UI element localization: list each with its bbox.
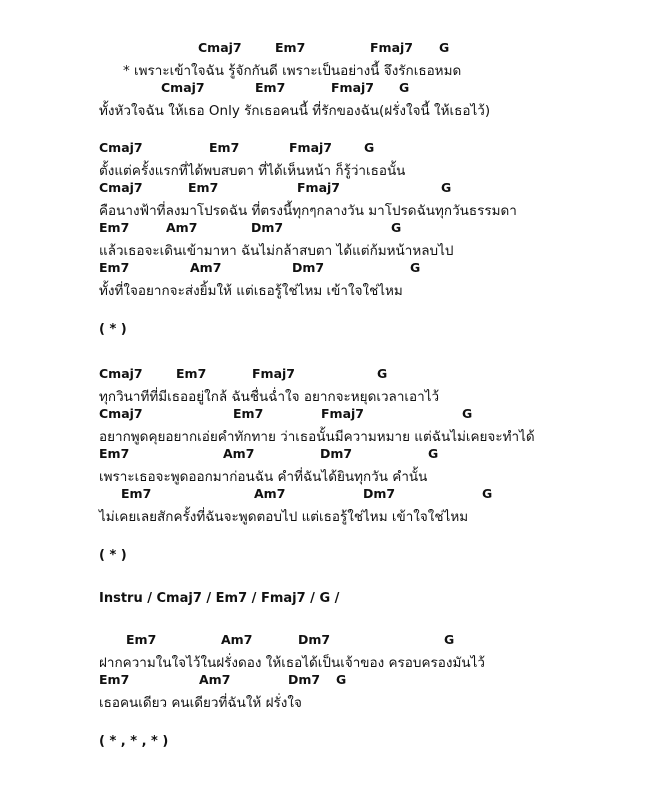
lyric-text: ฝากความในใจไว้ในฝรั่งดอง ให้เธอได้เป็นเจ้าของ ครอบครองมันไว้: [99, 655, 485, 671]
lyric-line: [0, 198, 670, 218]
lyric-line: [0, 650, 670, 670]
chord-label: G: [410, 260, 421, 275]
lyric-line: [0, 238, 670, 258]
lyric-line: [0, 384, 670, 404]
instrumental-line: [0, 589, 670, 609]
chord-label: Cmaj7: [99, 180, 143, 195]
lyric-line: [0, 158, 670, 178]
chord-label: Am7: [254, 486, 286, 501]
chord-label: Dm7: [251, 220, 284, 235]
lyric-line: [0, 690, 670, 710]
chord-line: [0, 404, 670, 424]
lyric-line: [0, 464, 670, 484]
chorus-chord-line-2: [0, 78, 670, 98]
chord-label: Am7: [223, 446, 255, 461]
chord-label: Cmaj7: [161, 80, 205, 95]
chord-label: Dm7: [298, 632, 331, 647]
chord-label: Em7: [99, 220, 130, 235]
lyric-text: อยากพูดคุยอยากเอ่ยคำทักทาย ว่าเธอนั้นมีความหมาย แต่ฉันไม่เคยจะทำได้: [99, 429, 535, 445]
repeat-marker-1: [0, 320, 670, 340]
chord-label: Em7: [99, 260, 130, 275]
chord-label: G: [391, 220, 402, 235]
chord-line: [0, 630, 670, 650]
chord-label: G: [462, 406, 473, 421]
lyric-text: * เพราะเข้าใจฉัน รู้จักกันดี เพราะเป็นอย่างนี้ จึงรักเธอหมด: [123, 63, 462, 79]
lyric-text: แล้วเธอจะเดินเข้ามาหา ฉันไม่กล้าสบตา ได้แต่ก้มหน้าหลบไป: [99, 243, 454, 259]
chord-label: G: [444, 632, 455, 647]
chord-label: Em7: [209, 140, 240, 155]
chord-label: Cmaj7: [99, 366, 143, 381]
repeat-marker-2: [0, 546, 670, 566]
chord-line: [0, 670, 670, 690]
chord-label: Cmaj7: [99, 406, 143, 421]
lyric-text: ไม่เคยเลยสักครั้งที่ฉันจะพูดตอบไป แต่เธอรู้ใช่ไหม เข้าใจใช่ไหม: [99, 509, 469, 525]
chord-label: Am7: [166, 220, 198, 235]
chord-label: Cmaj7: [99, 140, 143, 155]
chord-label: Em7: [188, 180, 219, 195]
repeat-marker-3: [0, 732, 670, 752]
chord-label: Dm7: [363, 486, 396, 501]
chord-line: [0, 444, 670, 464]
chord-line: [0, 364, 670, 384]
instrumental-chords: Instru / Cmaj7 / Em7 / Fmaj7 / G /: [99, 591, 340, 606]
chord-label: Am7: [199, 672, 231, 687]
chord-label: G: [439, 40, 450, 55]
repeat-chorus-label: ( * ): [99, 548, 127, 563]
chord-label: Em7: [275, 40, 306, 55]
lyric-text: ตั้งแต่ครั้งแรกที่ได้พบสบตา ที่ได้เห็นหน้า ก็รู้ว่าเธอนั้น: [99, 163, 406, 179]
lyric-text: ทั้งที่ใจอยากจะส่งยิ้มให้ แต่เธอรู้ใช่ไหม เข้าใจใช่ไหม: [99, 283, 403, 299]
lyric-text: เพราะเธอจะพูดออกมาก่อนฉัน คำที่ฉันได้ยินทุกวัน คำนั้น: [99, 469, 428, 485]
chord-label: Em7: [99, 446, 130, 461]
chord-label: Em7: [126, 632, 157, 647]
chord-label: Fmaj7: [321, 406, 364, 421]
chord-label: G: [377, 366, 388, 381]
chord-line: [0, 258, 670, 278]
chord-line: [0, 484, 670, 504]
chord-label: Em7: [176, 366, 207, 381]
chord-label: Fmaj7: [331, 80, 374, 95]
chord-label: Fmaj7: [252, 366, 295, 381]
chord-label: G: [428, 446, 439, 461]
chorus-lyric-line-2: [0, 98, 670, 118]
chord-label: G: [482, 486, 493, 501]
chord-line: [0, 178, 670, 198]
lyric-text: คือนางฟ้าที่ลงมาโปรดฉัน ที่ตรงนี้ทุกๆกลางวัน มาโปรดฉันทุกวันธรรมดา: [99, 203, 517, 219]
chord-label: G: [336, 672, 347, 687]
chord-label: Am7: [221, 632, 253, 647]
chord-label: Dm7: [320, 446, 353, 461]
chord-label: G: [364, 140, 375, 155]
chorus-chord-line-1: [0, 38, 670, 58]
lyric-text: ทุกวินาทีที่มีเธออยู่ใกล้ ฉันชื่นฉ่ำใจ อยากจะหยุดเวลาเอาไว้: [99, 389, 440, 405]
repeat-chorus-label: ( * ): [99, 322, 127, 337]
chord-label: Fmaj7: [297, 180, 340, 195]
chord-label: Em7: [121, 486, 152, 501]
chord-label: Em7: [233, 406, 264, 421]
lyric-text: เธอคนเดียว คนเดียวที่ฉันให้ ฝรั่งใจ: [99, 695, 302, 711]
chord-label: Dm7: [292, 260, 325, 275]
chord-label: Am7: [190, 260, 222, 275]
chord-label: Em7: [255, 80, 286, 95]
chord-label: Em7: [99, 672, 130, 687]
chord-label: G: [399, 80, 410, 95]
lyric-line: [0, 424, 670, 444]
lyric-line: [0, 278, 670, 298]
chord-label: G: [441, 180, 452, 195]
lyric-line: [0, 504, 670, 524]
repeat-chorus-label: ( * , * , * ): [99, 734, 169, 749]
chorus-lyric-line-1: [0, 58, 670, 78]
chord-label: Fmaj7: [289, 140, 332, 155]
chord-label: Cmaj7: [198, 40, 242, 55]
chord-label: Dm7: [288, 672, 321, 687]
chord-line: [0, 218, 670, 238]
lyric-text: ทั้งหัวใจฉัน ให้เธอ Only รักเธอคนนี้ ที่รักของฉัน(ฝรั่งใจนี้ ให้เธอไว้): [99, 103, 491, 119]
chord-label: Fmaj7: [370, 40, 413, 55]
chord-line: [0, 138, 670, 158]
